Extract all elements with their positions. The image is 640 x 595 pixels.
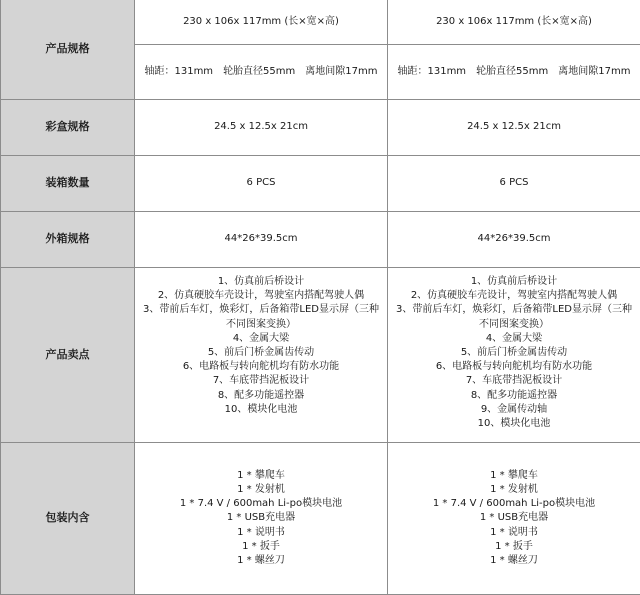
feature-item: 7、车底带挡泥板设计 xyxy=(465,375,563,387)
package-item: 1 * 扳手 xyxy=(242,540,280,552)
package-item: 1 * USB充电器 xyxy=(479,512,549,524)
label-box-size: 彩盒规格 xyxy=(1,100,135,156)
case-qty-col1: 6 PCS xyxy=(135,156,388,212)
clearance-col2: 离地间隙17mm xyxy=(558,65,631,77)
package-item: 1 * USB充电器 xyxy=(226,512,296,524)
label-package: 包装内含 xyxy=(1,443,135,595)
feature-item: 3、带前后车灯，焕彩灯，后备箱带LED显示屏（三种不同图案变换） xyxy=(143,304,379,330)
feature-item: 5、前后门桥金属齿传动 xyxy=(460,347,568,359)
tire-col1: 轮胎直径55mm xyxy=(223,65,296,77)
feature-item: 5、前后门桥金属齿传动 xyxy=(207,347,315,359)
feature-item: 10、模块化电池 xyxy=(224,403,298,415)
wheelbase-col1: 轴距：131mm xyxy=(144,65,214,77)
carton-size-col1: 44*26*39.5cm xyxy=(135,212,388,268)
feature-item: 2、仿真硬胶车壳设计，驾驶室内搭配驾驶人偶 xyxy=(157,290,365,302)
package-item: 1 * 7.4 V / 600mah Li-po模块电池 xyxy=(179,498,343,510)
case-qty-col2: 6 PCS xyxy=(388,156,640,212)
feature-item: 7、车底带挡泥板设计 xyxy=(212,375,310,387)
feature-item: 6、电路板与转向舵机均有防水功能 xyxy=(182,361,340,373)
features-col1 xyxy=(135,268,388,443)
package-item: 1 * 螺丝刀 xyxy=(237,555,285,566)
label-case-qty: 装箱数量 xyxy=(1,156,135,212)
package-item: 1 * 7.4 V / 600mah Li-po模块电池 xyxy=(432,498,596,510)
feature-item: 9、金属传动轴 xyxy=(480,403,548,415)
box-size-col1: 24.5 x 12.5x 21cm xyxy=(135,100,388,156)
feature-item: 1、仿真前后桥设计 xyxy=(470,276,558,287)
feature-item: 3、带前后车灯，焕彩灯，后备箱带LED显示屏（三种不同图案变换） xyxy=(396,304,632,330)
carton-size-col2: 44*26*39.5cm xyxy=(388,212,640,268)
package-item: 1 * 攀爬车 xyxy=(490,469,538,481)
label-carton-size: 外箱规格 xyxy=(1,212,135,268)
box-size-col2: 24.5 x 12.5x 21cm xyxy=(388,100,640,156)
features-col2 xyxy=(388,268,640,443)
wheelbase-col2: 轴距：131mm xyxy=(397,65,467,77)
chassis-col2 xyxy=(388,45,640,100)
dims-col2: 230 x 106x 117mm (长×宽×高) xyxy=(388,0,640,45)
chassis-col1 xyxy=(135,45,388,100)
package-item: 1 * 发射机 xyxy=(490,483,538,495)
package-item: 1 * 发射机 xyxy=(237,483,285,495)
label-features: 产品卖点 xyxy=(1,268,135,443)
feature-item: 10、模块化电池 xyxy=(477,418,551,430)
package-col1 xyxy=(135,443,388,595)
package-item: 1 * 说明书 xyxy=(237,526,285,538)
feature-item: 8、配多功能遥控器 xyxy=(470,389,558,401)
package-item: 1 * 说明书 xyxy=(490,526,538,538)
feature-item: 1、仿真前后桥设计 xyxy=(217,276,305,287)
tire-col2: 轮胎直径55mm xyxy=(476,65,549,77)
feature-item: 6、电路板与转向舵机均有防水功能 xyxy=(435,361,593,373)
feature-item: 8、配多功能遥控器 xyxy=(217,389,305,401)
package-col2 xyxy=(388,443,640,595)
package-item: 1 * 扳手 xyxy=(495,540,533,552)
dims-col1: 230 x 106x 117mm (长×宽×高) xyxy=(135,0,388,45)
feature-item: 2、仿真硬胶车壳设计，驾驶室内搭配驾驶人偶 xyxy=(410,290,618,302)
package-item: 1 * 攀爬车 xyxy=(237,469,285,481)
feature-item: 4、金属大梁 xyxy=(232,332,290,344)
clearance-col1: 离地间隙17mm xyxy=(305,65,378,77)
feature-item: 4、金属大梁 xyxy=(485,332,543,344)
package-item: 1 * 螺丝刀 xyxy=(490,555,538,566)
label-product-size: 产品规格 xyxy=(1,0,135,100)
